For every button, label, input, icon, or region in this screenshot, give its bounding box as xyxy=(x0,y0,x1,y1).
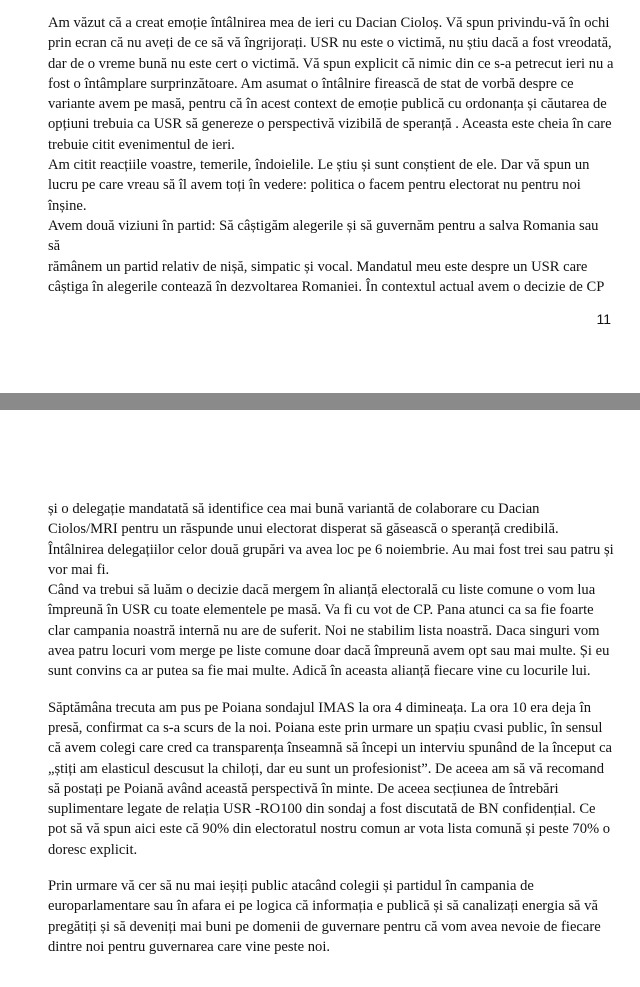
text-line: împreună în USR cu toate elementele pe masă. Va fi cu vot de CP. Pana atunci ca sa fie foarte xyxy=(48,602,594,619)
paragraph-gap xyxy=(48,682,614,698)
text-line: lucru pe care vreau să îl avem toți în vedere: politica o facem pentru electorat nu pentru noi xyxy=(48,177,581,194)
page-separator xyxy=(0,393,640,410)
text-line: să postați pe Poiană având această perspectivă în minte. De aceea secțiunea de întrebări xyxy=(48,780,559,797)
text-line: prin ecran că nu aveți de ce să vă îngrijorați. USR nu este o victimă, nu știu dacă a fost vreodată, xyxy=(48,35,612,52)
text-line: avea patru locuri vom merge pe liste comune doar dacă împreună avem opt sau mai multe. Și eu xyxy=(48,643,610,660)
text-line: înșine. xyxy=(48,197,87,214)
text-line: suplimentare legate de relația USR -RO100 din sondaj a fost discutată de BN confidențial. Ce xyxy=(48,801,596,818)
page-bottom-body-text xyxy=(48,499,614,957)
text-line: opțiuni trebuia ca USR să genereze o perspectivă vizibilă de speranță . Aceasta este cheia în care xyxy=(48,116,612,133)
paragraph-gap xyxy=(48,860,614,876)
text-line: că avem colegi care cred ca transparența înseamnă să începi un interviu spunând de la început ca xyxy=(48,740,613,757)
text-line: „știți am elasticul descusut la chiloți, dar eu sunt un profesionist”. De aceea am să vă recomand xyxy=(48,760,604,777)
text-line: presă, confirmat ca s-a scurs de la noi. Poiana este prin urmare un spațiu cvasi public, în sensul xyxy=(48,719,603,736)
text-line: Ciolos/MRI pentru un răspunde unui electorat disperat să găsească o speranță credibilă. xyxy=(48,521,559,538)
text-line: europarlamentare sau în afara ei pe logica că informația e publică și să canalizați energia să vă xyxy=(48,898,598,915)
page-top-body-text xyxy=(48,13,614,297)
text-line: vor mai fi. xyxy=(48,561,110,578)
text-line: și o delegație mandatată să identifice cea mai bună variantă de colaborare cu Dacian xyxy=(48,501,540,517)
text-line: câștiga în alegerile contează în dezvoltarea Romaniei. În contextul actual avem o decizie de CP xyxy=(48,278,605,295)
text-line: clar campania noastră internă nu are de suferit. Noi ne stabilim lista noastră. Daca singuri vom xyxy=(48,622,600,639)
text-line: dar de o vreme bună nu este cert o victimă. Vă spun explicit că nimic din ce s-a petrecut ieri nu a xyxy=(48,55,614,72)
text-line: Avem două viziuni în partid: Să câștigăm alegerile și să guvernăm pentru a salva Romania sau să xyxy=(48,217,599,255)
text-line: variante avem pe masă, pentru că în acest context de emoție publică cu ordonanța și căutarea de xyxy=(48,96,607,113)
text-line: Întâlnirea delegațiilor celor două grupări va avea loc pe 6 noiembrie. Au mai fost trei sau patru și xyxy=(48,541,614,558)
text-line: fost o întâmplare surprinzătoare. Am asumat o întâlnire firească de stat de vorbă despre ce xyxy=(48,75,574,92)
text-line: dintre noi pentru guvernarea care vine peste noi. xyxy=(48,938,331,955)
text-line: pregătiți și să deveniți mai buni pe domenii de guvernare pentru că vom avea nevoie de fiecare xyxy=(48,918,601,935)
text-line: doresc explicit. xyxy=(48,841,138,858)
text-line: Săptămâna trecuta am pus pe Poiana sondajul IMAS la ora 4 dimineața. La ora 10 era deja în xyxy=(48,699,592,716)
text-line: Prin urmare vă cer să nu mai ieșiți public atacând colegii și partidul în campania de xyxy=(48,878,534,895)
document-page-bottom xyxy=(0,410,640,987)
document-page-top xyxy=(0,0,640,393)
text-line: trebuie citit evenimentul de ieri. xyxy=(48,136,235,153)
text-line: pot să vă spun aici este că 90% din electoratul nostru comun ar vota lista comună și peste 70% o xyxy=(48,821,611,838)
page-number: 11 xyxy=(596,311,611,327)
text-line: Când va trebui să luăm o decizie dacă mergem în alianță electorală cu liste comune o vom lua xyxy=(48,582,596,599)
text-line: Am văzut că a creat emoție întâlnirea mea de ieri cu Dacian Cioloș. Vă spun privindu-vă în ochi xyxy=(48,15,610,31)
text-line: sunt convins ca ar putea sa fie mai multe. Adică în aceasta alianță fiecare vine cu locurile lui. xyxy=(48,663,591,680)
text-line: Am citit reacțiile voastre, temerile, îndoielile. Le știu și sunt conștient de ele. Dar vă spun un xyxy=(48,157,590,174)
text-line: rămânem un partid relativ de nișă, simpatic și vocal. Mandatul meu este despre un USR care xyxy=(48,258,588,275)
